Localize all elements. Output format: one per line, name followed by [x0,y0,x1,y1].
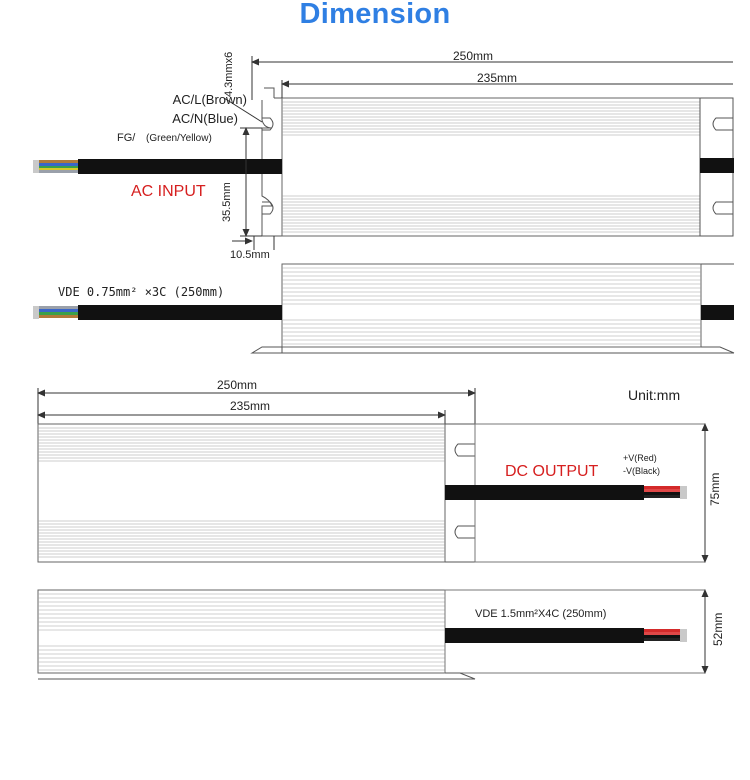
side-output-wires [644,629,687,642]
front-view-drawing [38,388,705,562]
ac-input-cable [78,159,282,174]
dim-250-front: 250mm [216,378,258,392]
side-input-foot [252,347,282,353]
unit-label: Unit:mm [628,387,681,403]
wire-fg-label: (Green/Yellow) [146,133,212,144]
side-input-drawing [33,264,734,353]
ac-input-label: AC INPUT [131,183,206,200]
dim-75-label: 75mm [708,472,722,506]
dim-235-top: 235mm [476,71,518,85]
top-view-drawing [33,56,734,250]
output-cable-stub [700,158,734,173]
side-input-cable [78,305,282,320]
ac-input-wires [33,160,78,173]
side-output-foot [38,673,475,679]
right-mount-notch-bottom [713,202,733,214]
wire-l-label: AC/L(Brown) [172,92,247,107]
dim-35-label: 35.5mm [221,182,233,222]
neg-wire-label: -V(Black) [623,466,661,476]
left-mount-notch-bottom [262,202,273,214]
side-input-wires [33,306,78,319]
front-mount-notch-top [455,444,475,456]
side-output-cable [445,628,644,643]
right-mount-notch-top [713,118,733,130]
wire-fg-prefix: FG/ [117,132,136,144]
dim-250-top: 250mm [452,49,494,63]
pos-wire-label: +V(Red) [623,453,657,463]
side-output-cable-spec: VDE 1.5mm²X4C (250mm) [475,608,607,620]
hole-label: 4.3mmx6 [223,51,235,97]
dim-235-front: 235mm [229,399,271,413]
wire-n-label: AC/N(Blue) [172,111,238,126]
side-input-output-stub [701,305,734,320]
dim-52-label: 52mm [711,612,725,646]
front-mount-notch-bottom [455,526,475,538]
dc-output-wires [644,486,687,499]
page-title: Dimension [299,0,451,30]
side-input-body [282,264,701,347]
side-output-body [38,590,445,673]
dc-output-label: DC OUTPUT [505,463,599,480]
side-input-cable-spec: VDE 0.75mm² ×3C (250mm) [58,285,225,299]
side-output-drawing [38,590,705,679]
dc-output-cable [445,485,644,500]
front-housing-body [38,424,445,562]
top-housing-body [282,98,700,236]
dim-10-label: 10.5mm [230,249,270,261]
